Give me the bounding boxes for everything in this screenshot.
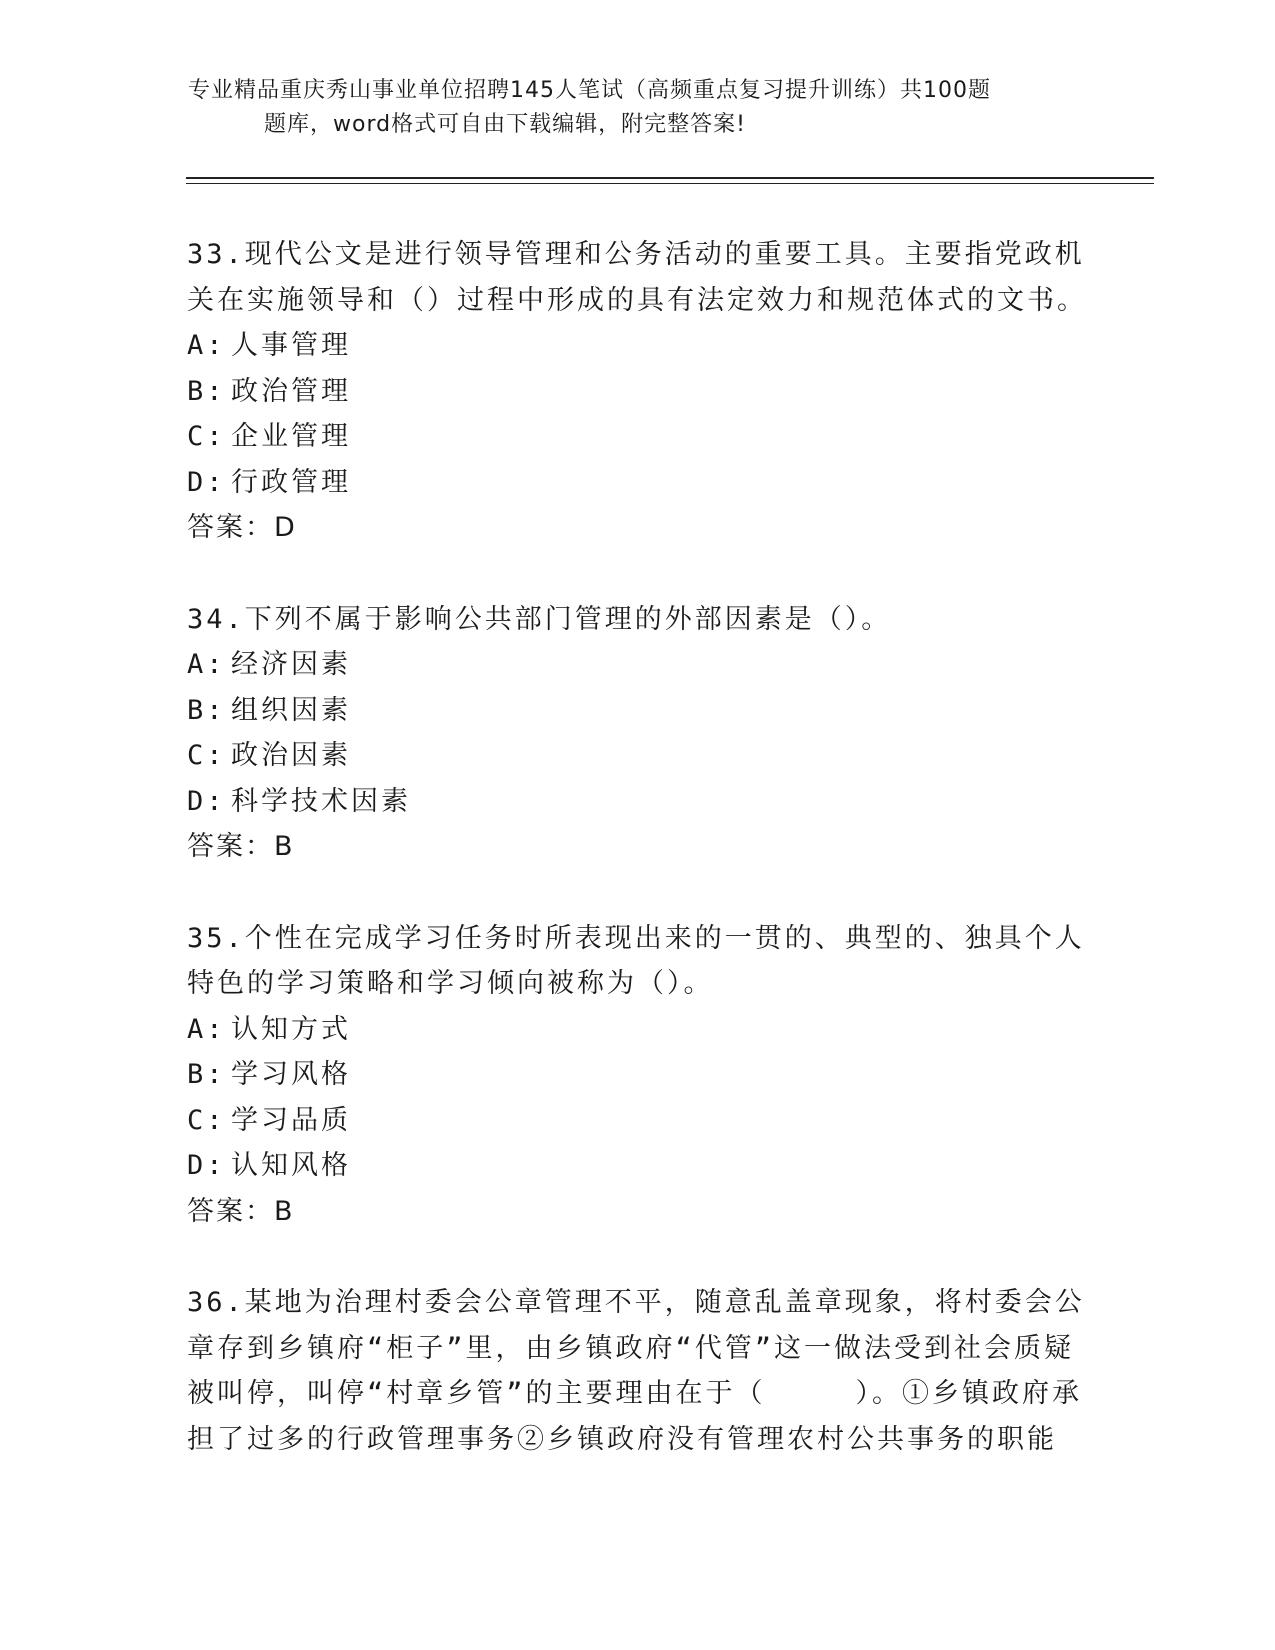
option-d bbox=[187, 1143, 1087, 1189]
option-text: 认知方式 bbox=[231, 1013, 351, 1045]
option-c bbox=[187, 414, 1087, 460]
question-36 bbox=[187, 1280, 1087, 1462]
option-letter: A: bbox=[187, 330, 226, 361]
option-letter: B: bbox=[187, 1059, 226, 1090]
option-b bbox=[187, 369, 1087, 415]
question-35 bbox=[187, 916, 1087, 1235]
option-letter: D: bbox=[187, 785, 226, 817]
answer-line: 答案：B bbox=[187, 831, 295, 862]
option-a bbox=[187, 642, 1087, 688]
option-a bbox=[187, 323, 1087, 369]
option-letter: D: bbox=[187, 1150, 226, 1181]
option-d bbox=[187, 460, 1087, 506]
question-33 bbox=[187, 232, 1087, 551]
option-c bbox=[187, 733, 1087, 779]
option-letter: D: bbox=[187, 466, 226, 498]
option-letter: C: bbox=[187, 1104, 226, 1136]
question-list bbox=[187, 232, 1087, 1508]
document-header bbox=[188, 74, 1068, 142]
header-divider-thin bbox=[186, 183, 1154, 184]
header-divider-thick bbox=[186, 177, 1154, 179]
question-text: 36.某地为治理村委会公章管理不平，随意乱盖章现象，将村委会公章存到乡镇府“柜子”里，由乡镇政府“代管”这一做法受到社会质疑被叫停，叫停“村章乡管”的主要理由在于（ ）。①乡镇政府承担了过多的行政管理事务②乡镇政府没有管理农村公共事务的职能 bbox=[187, 1287, 1085, 1455]
option-text: 学习品质 bbox=[231, 1104, 351, 1136]
option-letter: A: bbox=[187, 1013, 226, 1045]
option-text: 行政管理 bbox=[231, 466, 351, 498]
option-letter: A: bbox=[187, 649, 226, 680]
answer-line: 答案：D bbox=[187, 512, 297, 543]
option-letter: B: bbox=[187, 375, 226, 407]
option-letter: C: bbox=[187, 421, 226, 452]
option-letter: C: bbox=[187, 740, 226, 771]
option-letter: B: bbox=[187, 694, 226, 726]
option-text: 人事管理 bbox=[231, 330, 351, 361]
option-text: 科学技术因素 bbox=[231, 785, 411, 817]
question-text: 35.个性在完成学习任务时所表现出来的一贯的、典型的、独具个人特色的学习策略和学习倾向被称为（）。 bbox=[187, 922, 1085, 999]
option-c bbox=[187, 1098, 1087, 1144]
option-text: 学习风格 bbox=[231, 1059, 351, 1090]
option-text: 政治管理 bbox=[231, 375, 351, 407]
header-title-line-2: 题库，word格式可自由下载编辑，附完整答案! bbox=[264, 112, 746, 137]
option-d bbox=[187, 779, 1087, 825]
question-34 bbox=[187, 597, 1087, 870]
option-text: 认知风格 bbox=[231, 1150, 351, 1181]
option-text: 政治因素 bbox=[231, 740, 351, 771]
option-text: 经济因素 bbox=[231, 649, 351, 680]
option-b bbox=[187, 688, 1087, 734]
question-text: 34.下列不属于影响公共部门管理的外部因素是（）。 bbox=[187, 603, 892, 635]
header-title-line-1: 专业精品重庆秀山事业单位招聘145人笔试（高频重点复习提升训练）共100题 bbox=[188, 78, 991, 103]
option-text: 组织因素 bbox=[231, 694, 351, 726]
answer-line: 答案：B bbox=[187, 1195, 295, 1227]
option-a bbox=[187, 1007, 1087, 1053]
option-text: 企业管理 bbox=[231, 421, 351, 452]
question-text: 33.现代公文是进行领导管理和公务活动的重要工具。主要指党政机关在实施领导和（）过程中形成的具有法定效力和规范体式的文书。 bbox=[187, 239, 1087, 316]
option-b bbox=[187, 1052, 1087, 1098]
